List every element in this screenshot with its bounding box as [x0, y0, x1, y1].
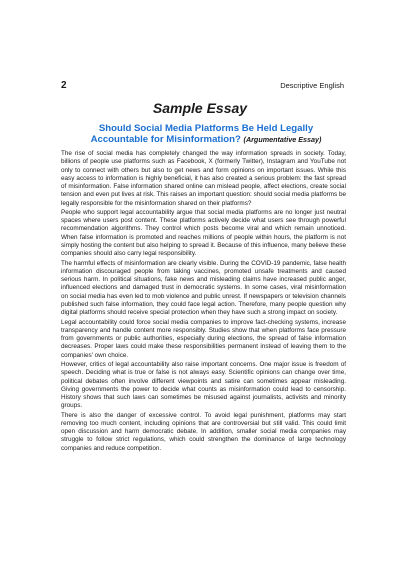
essay-paragraph: The rise of social media has completely changed the way information spreads in society. Today, billions of people use platforms such as Facebook, X (formerly Twitter), Instagram and YouTube not only to connect with others but also to get news and form opinions on important issues. While this easy access to information is highly beneficial, it has also created a serious problem: the fast spread of misinformation. False information shared online can mislead people, affect elections, create social tension and even put lives at risk. This raises an important question: should social media platforms be legally responsible for the misinformation shared on their platforms?: [61, 150, 346, 207]
essay-paragraph: However, critics of legal accountability also raise important concerns. One major issue is freedom of speech. Deciding what is true or false is not always easy. Scientific opinions can change over time, political debates often involve different viewpoints and satire can sometimes appear misleading. Giving governments the power to decide what counts as misinformation could lead to censorship. History shows that such laws can sometimes be misused against journalists, activists and minority groups.: [61, 361, 346, 410]
essay-heading: Sample Essay: [152, 100, 248, 116]
essay-title-line2-wrap: [63, 134, 349, 145]
essay-body: [61, 150, 346, 454]
running-head: Descriptive English: [280, 81, 344, 90]
essay-paragraph: There is also the danger of excessive control. To avoid legal punishment, platforms may start removing too much content, including opinions that are controversial but still valid. This could limit open discussion and harm democratic debate. In addition, smaller social media companies may struggle to follow strict regulations, which could strengthen the dominance of large technology companies and reduce competition.: [61, 411, 346, 452]
essay-paragraph: People who support legal accountability argue that social media platforms are no longer just neutral spaces where users post content. These platforms actively decide what users see through powerful recommendation algorithms. They control which posts become viral and which remain unnoticed. When false information is promoted and reaches millions of people within hours, the platform is not simply hosting the content but also helping to spread it. Because of this influence, many believe these companies should also carry legal responsibility.: [61, 208, 346, 258]
essay-title-line1: Should Social Media Platforms Be Held Legally: [98, 123, 314, 134]
essay-title-line2: Accountable for Misinformation?: [90, 134, 241, 145]
essay-paragraph: Legal accountability could force social media companies to improve fact-checking systems, increase transparency and handle content more responsibly. Studies show that when platforms face pressure from governments or public authorities, especially during elections, the spread of false information decreases. Proper laws could make these responsibilities permanent instead of leaving them to the companies' own choice.: [61, 318, 346, 359]
essay-paragraph: The harmful effects of misinformation are clearly visible. During the COVID-19 pandemic, false health information discouraged people from taking vaccines, promoted unsafe treatments and caused serious harm. In political situations, fake news and misleading claims have increased public anger, influenced elections and damaged trust in democratic systems. In some cases, viral misinformation on social media has even led to mob violence and public unrest. If newspapers or television channels published such false information, they could face legal action. Therefore, many people question why digital platforms should receive special protection when they have such a strong impact on society.: [61, 259, 346, 317]
essay-title: [63, 123, 349, 145]
page-number: 2: [61, 80, 67, 91]
essay-type-tag: (Argumentative Essay): [243, 135, 322, 144]
